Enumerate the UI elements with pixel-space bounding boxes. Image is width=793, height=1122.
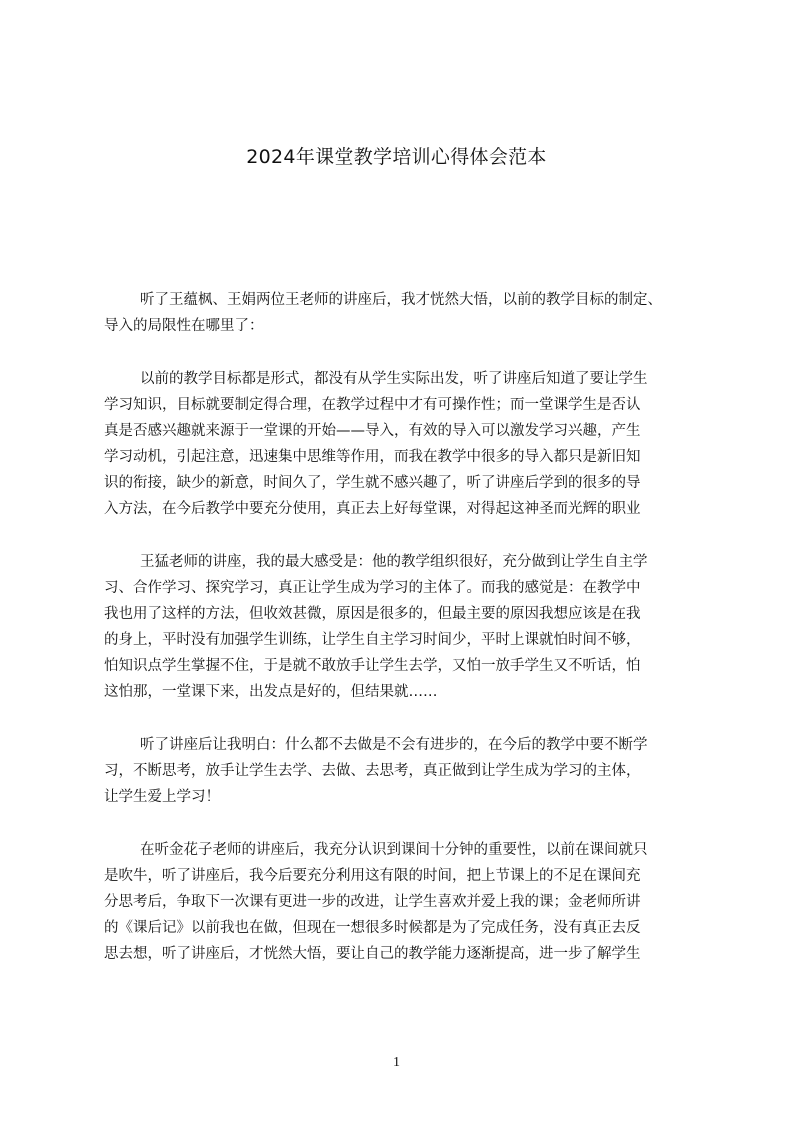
paragraph-line: 王猛老师的讲座，我的最大感受是：他的教学组织很好，充分做到让学生自主学 <box>140 554 648 570</box>
paragraph-line: 习，不断思考，放手让学生去学、去做、去思考，真正做到让学生成为学习的主体， <box>104 763 641 779</box>
paragraph-line: 真是否感兴趣就来源于一堂课的开始——导入，有效的导入可以激发学习兴趣，产生 <box>104 423 641 439</box>
paragraph <box>104 732 712 810</box>
paragraph-line: 学习动机，引起注意，迅速集中思维等作用，而我在教学中很多的导入都只是新旧知 <box>104 449 641 465</box>
paragraph-line: 听了王蕴枫、王娟两位王老师的讲座后，我才恍然大悟，以前的教学目标的制定、 <box>140 292 662 308</box>
page-number: 1 <box>393 1055 400 1070</box>
paragraph-line: 我也用了这样的方法，但收效甚微，原因是很多的，但最主要的原因我想应该是在我 <box>104 606 641 622</box>
paragraph-line: 以前的教学目标都是形式，都没有从学生实际出发，听了讲座后知道了要让学生 <box>140 371 648 387</box>
document-body <box>104 287 712 994</box>
paragraph-line: 的《课后记》以前我也在做，但现在一想很多时候都是为了完成任务，没有真正去反 <box>104 920 641 936</box>
paragraph <box>104 366 712 522</box>
paragraph-line: 习、合作学习、探究学习，真正让学生成为学习的主体了。而我的感觉是：在教学中 <box>104 580 641 596</box>
paragraph <box>104 549 712 705</box>
paragraph-line: 让学生爱上学习！ <box>104 789 220 805</box>
paragraph-line: 分思考后，争取下一次课有更进一步的改进，让学生喜欢并爱上我的课；金老师所讲 <box>104 894 641 910</box>
paragraph-line: 听了讲座后让我明白：什么都不去做是不会有进步的，在今后的教学中要不断学 <box>140 737 648 753</box>
paragraph <box>104 837 712 967</box>
paragraph <box>104 287 712 339</box>
paragraph-line: 识的衔接，缺少的新意，时间久了，学生就不感兴趣了，听了讲座后学到的很多的导 <box>104 475 641 491</box>
paragraph-line: 怕知识点学生掌握不住，于是就不敢放手让学生去学，又怕一放手学生又不听话，怕 <box>104 658 641 674</box>
paragraph-line: 入方法，在今后教学中要充分使用，真正去上好每堂课，对得起这神圣而光辉的职业 <box>104 501 641 517</box>
page-title: 2024年课堂教学培训心得体会范本 <box>246 146 547 168</box>
paragraph-line: 导入的局限性在哪里了： <box>104 318 264 334</box>
paragraph-line: 这怕那，一堂课下来，出发点是好的，但结果就…… <box>104 684 438 700</box>
paragraph-line: 思去想，听了讲座后，才恍然大悟，要让自己的教学能力逐渐提高，进一步了解学生 <box>104 946 641 962</box>
paragraph-line: 的身上，平时没有加强学生训练，让学生自主学习时间少，平时上课就怕时间不够， <box>104 632 641 648</box>
paragraph-line: 是吹牛，听了讲座后，我今后要充分利用这有限的时间，把上节课上的不足在课间充 <box>104 868 641 884</box>
paragraph-line: 在听金花子老师的讲座后，我充分认识到课间十分钟的重要性，以前在课间就只 <box>140 842 648 858</box>
paragraph-line: 学习知识，目标就要制定得合理，在教学过程中才有可操作性；而一堂课学生是否认 <box>104 397 641 413</box>
